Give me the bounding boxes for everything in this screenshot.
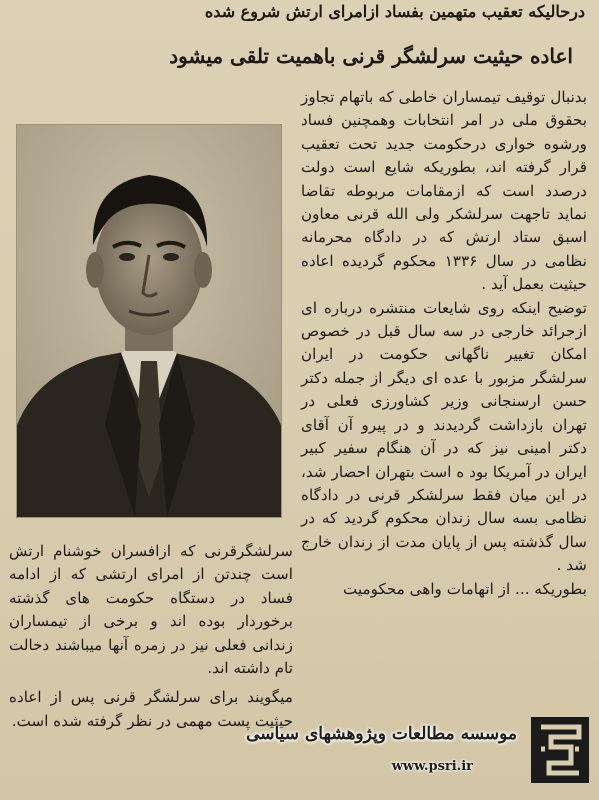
article-paragraph: میگویند برای سرلشگر قرنی پس از اعاده حیثیت پست مهمی در نظر گرفته شده است.: [9, 688, 293, 730]
watermark-name: موسسه مطالعات وپژوهشهای سیاسی: [246, 724, 517, 744]
portrait-photo: [16, 124, 282, 518]
article-left-column: [9, 540, 293, 733]
headline-kicker: درحالیکه تعقیب متهمین بفساد ازامرای ارتش شروع شده: [204, 2, 585, 21]
headline-title: اعاده حیثیت سرلشگر قرنی باهمیت تلقی میشود: [169, 44, 573, 68]
institute-logo-icon: [531, 717, 589, 783]
article-paragraph: بطوریکه ... از اتهامات واهی محکومیت: [343, 579, 587, 598]
article-right-column: [301, 86, 587, 601]
article-paragraph: توضیح اینکه روی شایعات منتشره درباره ای ازجرائد خارجی در سه سال قبل در خصوص امکان تغییر ناگهانی حکومت در ایران سرلشگر مزبور با عده ای دیگر از جمله دکتر حسن ارسنجانی وزیر کشاورزی فعلی در تهران بازداشت گردیدند و در پیرو آن آقای دکتر امینی نیز که در آن هنگام سفیر کبیر ایران در آمریکا بود ه است بتهران احضار شد، در این میان فقط سرلشکر قرنی در دادگاه نظامی بسه سال زندان محکوم گردید که در سال گذشته پس از پایان مدت از زندان خارج شد .: [301, 298, 587, 575]
watermark-url[interactable]: www.psri.ir: [391, 759, 473, 774]
article-paragraph: سرلشگرقرنی که ازافسران خوشنام ارتش است چندتن از امرای ارتشی که از ادامه فساد در دستگاه حکومت های گذشته برخوردار بوده اند و برخی از تیمساران زندانی فعلی نیز در زمره آنها میباشند دخالت تام داشته اند.: [9, 542, 293, 678]
article-paragraph: بدنبال توقیف تیمساران خاطی که باتهام تجاوز بحقوق ملی در امر انتخابات وهمچنین فساد ورشوه خواری درحکومت جدید تحت تعقیب قرار گرفته اند، بطوریکه شایع است دولت درصدد است که ازمقامات مربوطه تقاضا نماید تاجهت سرلشکر ولی الله قرنی معاون اسبق ستاد ارتش که در دادگاه محرمانه نظامی در سال ۱۳۳۶ محکوم گردیده اعاده حیثیت بعمل آید .: [301, 88, 587, 294]
